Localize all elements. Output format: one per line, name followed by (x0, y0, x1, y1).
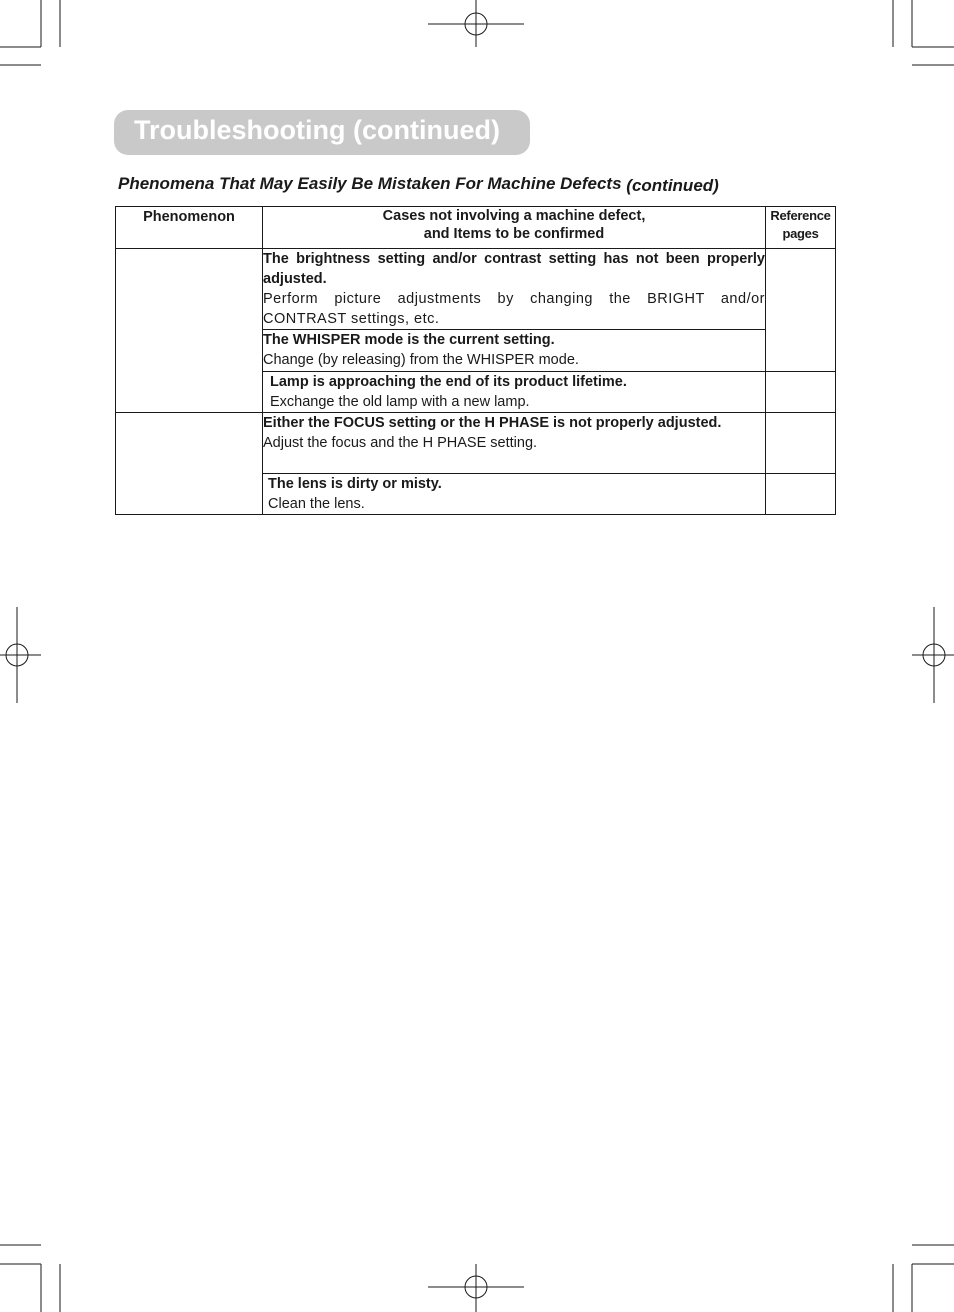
header-cases-line1: Cases not involving a machine defect, (382, 208, 646, 224)
case-cell (263, 413, 766, 474)
table-row (116, 249, 836, 330)
header-cases (263, 207, 766, 249)
reference-cell (766, 413, 836, 474)
case-remedy: Adjust the focus and the H PHASE setting. (263, 435, 538, 451)
table-row (116, 413, 836, 474)
case-cell (263, 249, 766, 330)
case-condition: Either the FOCUS setting or the H PHASE is not properly adjusted. (263, 415, 722, 431)
phenomenon-cell (116, 413, 263, 515)
reference-cell (766, 372, 836, 413)
case-cell (263, 372, 766, 413)
case-cell (263, 474, 766, 515)
page-title: Troubleshooting (continued) (134, 115, 500, 145)
reference-cell (766, 474, 836, 515)
section-heading (118, 174, 719, 194)
case-remedy: Change (by releasing) from the WHISPER mode. (263, 352, 579, 368)
table-header-row (116, 207, 836, 249)
reference-cell (766, 249, 836, 372)
troubleshooting-table (115, 206, 836, 515)
header-ref-line1: Reference (770, 208, 831, 223)
case-remedy: Clean the lens. (268, 496, 365, 512)
header-cases-line2: and Items to be confirmed (423, 226, 605, 242)
case-condition: The lens is dirty or misty. (268, 476, 442, 492)
case-remedy: Exchange the old lamp with a new lamp. (270, 394, 530, 410)
section-heading-text: Phenomena That May Easily Be Mistaken For Machine Defects (118, 174, 622, 193)
header-reference-pages (766, 207, 836, 249)
case-condition: The brightness setting and/or contrast setting has not been properly adjusted. (263, 251, 765, 287)
page-title-banner (114, 110, 530, 155)
case-cell (263, 330, 766, 372)
case-condition: Lamp is approaching the end of its product lifetime. (270, 374, 627, 390)
case-condition: The WHISPER mode is the current setting. (263, 332, 555, 348)
header-ref-line2: pages (782, 226, 819, 241)
header-phenomenon: Phenomenon (116, 207, 263, 249)
section-heading-suffix: (continued) (626, 176, 719, 195)
phenomenon-cell (116, 249, 263, 413)
case-remedy: Perform picture adjustments by changing the BRIGHT and/or CONTRAST settings, etc. (263, 291, 765, 327)
